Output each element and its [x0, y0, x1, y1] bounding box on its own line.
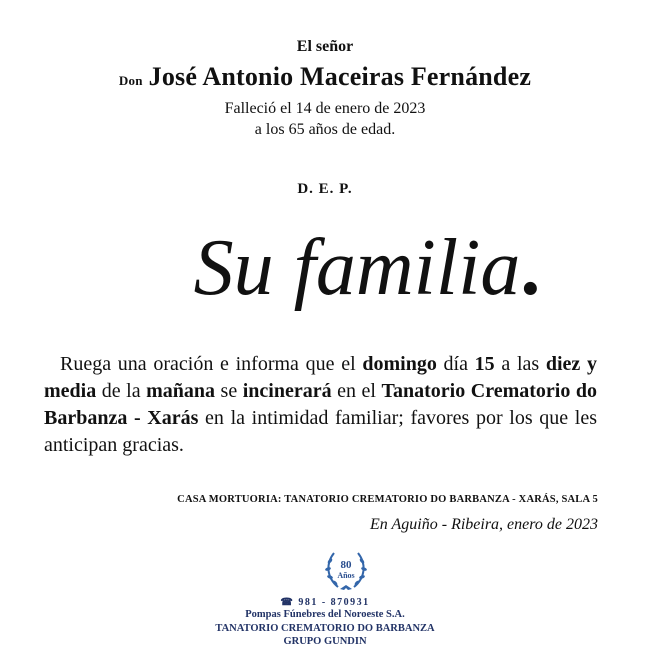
death-date: Falleció el 14 de enero de 2023: [224, 100, 426, 117]
deceased-name-line: [0, 62, 650, 92]
place-date: En Aguiño - Ribeira, enero de 2023: [370, 516, 598, 533]
message-text: Ruega una oración e informa que el: [60, 353, 363, 375]
group-name: GRUPO GUNDIN: [283, 636, 367, 647]
message-bold: Tanatorio Crematorio do Barbanza - Xarás: [44, 380, 597, 429]
logo-number: 80: [340, 559, 352, 571]
message-text: a las: [494, 353, 546, 375]
family-title: [0, 224, 650, 312]
message-text: de la: [96, 380, 147, 402]
family-title-dot: .: [520, 224, 541, 312]
deceased-name: José Antonio Maceiras Fernández: [148, 62, 532, 91]
honorific: Don: [118, 73, 143, 88]
message-text: se: [215, 380, 243, 402]
message-paragraph: [44, 351, 597, 459]
funeral-home-note: CASA MORTUORIA: TANATORIO CREMATORIO DO BARBANZA - XARÁS, SALA 5: [177, 494, 598, 505]
phone-number: 981 - 870931: [298, 597, 370, 608]
message-text: en el: [331, 380, 382, 402]
message-text: día: [436, 353, 475, 375]
message-text: en la intimidad familiar; favores por los que les anticipan gracias.: [44, 407, 598, 456]
intro-text: El señor: [296, 38, 354, 55]
tanatorio-name: TANATORIO CREMATORIO DO BARBANZA: [215, 623, 435, 634]
message-bold: domingo: [362, 353, 437, 375]
message-bold: diez y media: [44, 353, 598, 402]
message-bold: incinerará: [242, 380, 332, 402]
laurel-wreath-icon: [318, 545, 374, 595]
logo-word: Años: [337, 571, 355, 580]
message-bold: 15: [474, 353, 495, 375]
telephone-icon: ☎: [280, 597, 299, 608]
message-bold: mañana: [146, 380, 216, 402]
dep-text: D. E. P.: [297, 181, 353, 197]
company-name: Pompas Fúnebres del Noroeste S.A.: [245, 609, 405, 620]
family-title-text: Su familia: [193, 224, 521, 312]
phone-line: [0, 597, 650, 608]
age-text: a los 65 años de edad.: [254, 121, 396, 138]
